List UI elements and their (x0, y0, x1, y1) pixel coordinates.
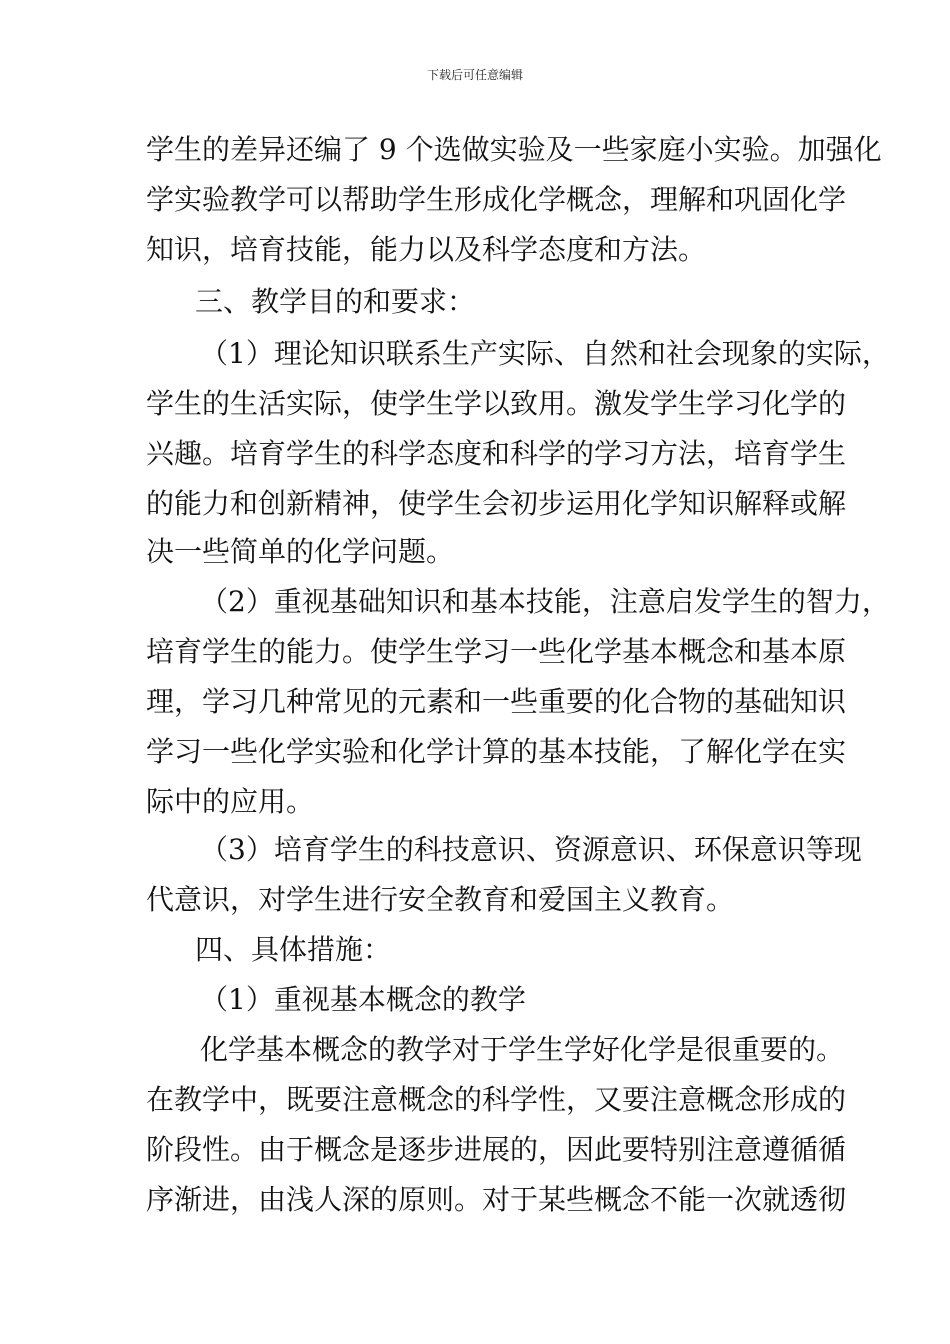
body-line-6: 学生的生活实际，使学生学以致用。激发学生学习化学的 (146, 387, 847, 420)
body-line-7: 兴趣。培育学生的科学态度和科学的学习方法，培育学生 (146, 437, 847, 470)
body-line-20: 在教学中，既要注意概念的科学性，又要注意概念形成的 (146, 1083, 847, 1116)
body-line-19: 化学基本概念的教学对于学生学好化学是很重要的。 (200, 1033, 845, 1066)
body-line-2: 学实验教学可以帮助学生形成化学概念，理解和巩固化学 (146, 183, 847, 216)
body-line-21: 阶段性。由于概念是逐步进展的，因此要特别注意遵循循 (146, 1133, 847, 1166)
body-line-15: （3）培育学生的科技意识、资源意识、环保意识等现 (200, 833, 862, 866)
body-line-1: 学生的差异还编了 9 个选做实验及一些家庭小实验。加强化 (146, 133, 882, 166)
body-line-8: 的能力和创新精神，使学生会初步运用化学知识解释或解 (146, 487, 847, 520)
body-line-11: 培育学生的能力。使学生学习一些化学基本概念和基本原 (146, 635, 847, 668)
body-line-9: 决一些简单的化学问题。 (146, 535, 455, 568)
page-header: 下载后可任意编辑 (426, 68, 523, 82)
body-line-14: 际中的应用。 (146, 785, 315, 818)
section-heading-4: 四、具体措施： (195, 933, 392, 966)
body-line-16: 代意识，对学生进行安全教育和爱国主义教育。 (146, 883, 735, 916)
subheading-1: （1）重视基本概念的教学 (200, 983, 526, 1016)
body-line-22: 序渐进，由浅人深的原则。对于某些概念不能一次就透彻 (146, 1183, 847, 1216)
body-line-5: （1）理论知识联系生产实际、自然和社会现象的实际， (200, 337, 890, 370)
body-line-12: 理，学习几种常见的元素和一些重要的化合物的基础知识 (146, 685, 847, 718)
body-line-13: 学习一些化学实验和化学计算的基本技能，了解化学在实 (146, 735, 847, 768)
section-heading-3: 三、教学目的和要求： (195, 285, 476, 318)
body-line-10: （2）重视基础知识和基本技能，注意启发学生的智力， (200, 585, 890, 618)
body-line-3: 知识，培育技能，能力以及科学态度和方法。 (146, 233, 707, 266)
